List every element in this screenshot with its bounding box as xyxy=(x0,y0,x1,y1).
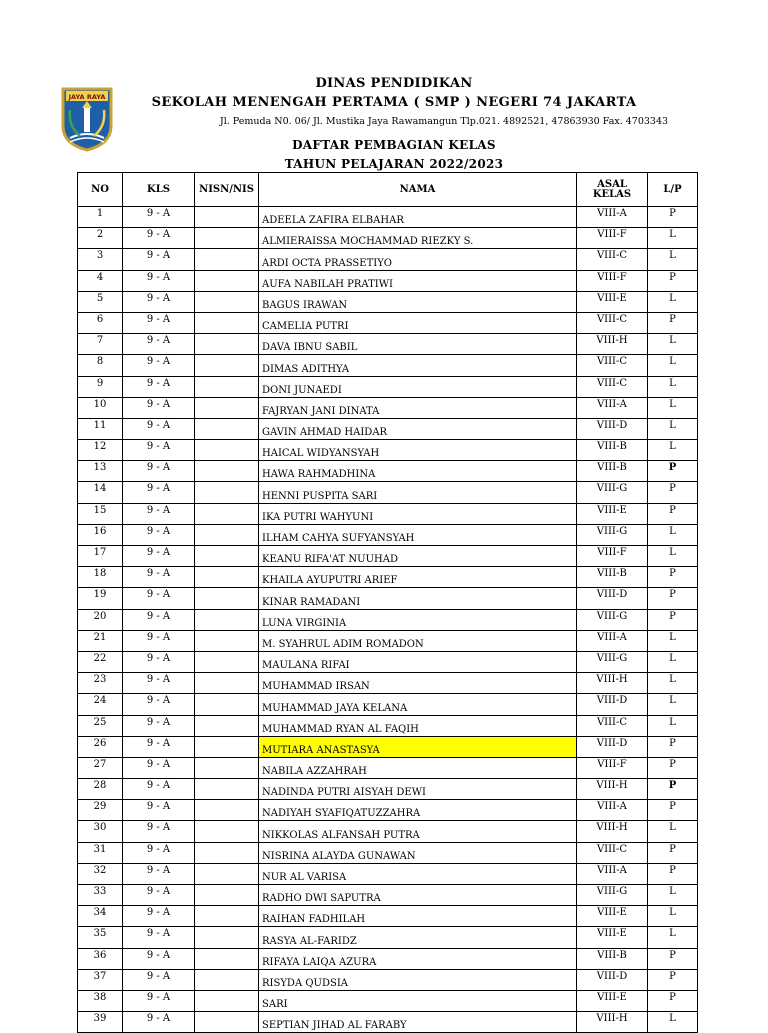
cell-lp: P xyxy=(648,503,698,524)
cell-nisn xyxy=(195,694,259,715)
cell-no: 34 xyxy=(78,906,123,927)
table-row xyxy=(78,927,698,948)
cell-nisn xyxy=(195,673,259,694)
cell-lp: L xyxy=(648,546,698,567)
cell-kls: 9 - A xyxy=(123,291,195,312)
cell-nama: CAMELIA PUTRI xyxy=(259,312,577,333)
header-school-name: SEKOLAH MENENGAH PERTAMA ( SMP ) NEGERI 74 JAKARTA xyxy=(151,95,637,110)
cell-lp: P xyxy=(648,757,698,778)
cell-lp: P xyxy=(648,609,698,630)
cell-lp: L xyxy=(648,673,698,694)
table-row xyxy=(78,715,698,736)
cell-nisn xyxy=(195,715,259,736)
cell-nisn xyxy=(195,503,259,524)
cell-kls: 9 - A xyxy=(123,821,195,842)
cell-kls: 9 - A xyxy=(123,397,195,418)
cell-no: 13 xyxy=(78,461,123,482)
cell-lp: L xyxy=(648,334,698,355)
table-row xyxy=(78,736,698,757)
cell-no: 27 xyxy=(78,757,123,778)
cell-lp: L xyxy=(648,418,698,439)
document-subtitle: TAHUN PELAJARAN 2022/2023 xyxy=(284,157,504,171)
cell-kls: 9 - A xyxy=(123,355,195,376)
cell-nama: AUFA NABILAH PRATIWI xyxy=(259,270,577,291)
cell-nama: NUR AL VARISA xyxy=(259,863,577,884)
cell-asal-kelas: VIII-A xyxy=(577,863,648,884)
class-assignment-table xyxy=(77,172,698,1033)
cell-nama: ADEELA ZAFIRA ELBAHAR xyxy=(259,207,577,228)
cell-asal-kelas: VIII-B xyxy=(577,567,648,588)
cell-nama: SEPTIAN JIHAD AL FARABY xyxy=(259,1012,577,1033)
cell-nisn xyxy=(195,800,259,821)
cell-asal-kelas: VIII-C xyxy=(577,715,648,736)
cell-nama: RISYDA QUDSIA xyxy=(259,969,577,990)
cell-nama: GAVIN AHMAD HAIDAR xyxy=(259,418,577,439)
cell-kls: 9 - A xyxy=(123,588,195,609)
cell-nama: ALMIERAISSA MOCHAMMAD RIEZKY S. xyxy=(259,228,577,249)
cell-asal-kelas: VIII-E xyxy=(577,927,648,948)
cell-kls: 9 - A xyxy=(123,779,195,800)
col-header-no: NO xyxy=(78,173,123,207)
col-header-lp: L/P xyxy=(648,173,698,207)
cell-nama: RASYA AL-FARIDZ xyxy=(259,927,577,948)
table-row xyxy=(78,1012,698,1033)
table-row xyxy=(78,207,698,228)
cell-kls: 9 - A xyxy=(123,609,195,630)
cell-lp: L xyxy=(648,927,698,948)
cell-kls: 9 - A xyxy=(123,482,195,503)
cell-nama: KINAR RAMADANI xyxy=(259,588,577,609)
cell-nama: HAICAL WIDYANSYAH xyxy=(259,440,577,461)
table-row xyxy=(78,418,698,439)
cell-nisn xyxy=(195,440,259,461)
cell-no: 6 xyxy=(78,312,123,333)
table-row xyxy=(78,885,698,906)
cell-asal-kelas: VIII-D xyxy=(577,588,648,609)
cell-asal-kelas: VIII-E xyxy=(577,906,648,927)
cell-kls: 9 - A xyxy=(123,736,195,757)
cell-nama: SARI xyxy=(259,990,577,1011)
cell-nisn xyxy=(195,588,259,609)
cell-lp: P xyxy=(648,990,698,1011)
cell-lp: P xyxy=(648,779,698,800)
cell-kls: 9 - A xyxy=(123,948,195,969)
cell-no: 5 xyxy=(78,291,123,312)
cell-asal-kelas: VIII-C xyxy=(577,355,648,376)
cell-nisn xyxy=(195,948,259,969)
cell-lp: L xyxy=(648,630,698,651)
cell-nama: HENNI PUSPITA SARI xyxy=(259,482,577,503)
cell-lp: L xyxy=(648,885,698,906)
cell-nisn xyxy=(195,355,259,376)
cell-asal-kelas: VIII-A xyxy=(577,630,648,651)
cell-lp: P xyxy=(648,842,698,863)
cell-nama: NADIYAH SYAFIQATUZZAHRA xyxy=(259,800,577,821)
cell-kls: 9 - A xyxy=(123,651,195,672)
cell-nama: RAIHAN FADHILAH xyxy=(259,906,577,927)
cell-nama: KHAILA AYUPUTRI ARIEF xyxy=(259,567,577,588)
cell-kls: 9 - A xyxy=(123,885,195,906)
cell-lp: L xyxy=(648,821,698,842)
cell-no: 9 xyxy=(78,376,123,397)
cell-nisn xyxy=(195,334,259,355)
table-row xyxy=(78,651,698,672)
cell-nisn xyxy=(195,885,259,906)
cell-lp: L xyxy=(648,694,698,715)
table-row xyxy=(78,906,698,927)
cell-nisn xyxy=(195,397,259,418)
cell-lp: P xyxy=(648,207,698,228)
cell-lp: L xyxy=(648,906,698,927)
table-row xyxy=(78,800,698,821)
cell-nama: IKA PUTRI WAHYUNI xyxy=(259,503,577,524)
cell-kls: 9 - A xyxy=(123,546,195,567)
cell-kls: 9 - A xyxy=(123,969,195,990)
table-row xyxy=(78,842,698,863)
table-row xyxy=(78,249,698,270)
cell-nama: DAVA IBNU SABIL xyxy=(259,334,577,355)
cell-no: 39 xyxy=(78,1012,123,1033)
cell-nisn xyxy=(195,757,259,778)
cell-lp: P xyxy=(648,461,698,482)
cell-no: 36 xyxy=(78,948,123,969)
cell-nama: NABILA AZZAHRAH xyxy=(259,757,577,778)
cell-kls: 9 - A xyxy=(123,334,195,355)
table-row xyxy=(78,609,698,630)
cell-nama: FAJRYAN JANI DINATA xyxy=(259,397,577,418)
cell-lp: P xyxy=(648,588,698,609)
cell-kls: 9 - A xyxy=(123,800,195,821)
cell-nama: MUTIARA ANASTASYA xyxy=(259,736,577,757)
cell-asal-kelas: VIII-A xyxy=(577,800,648,821)
cell-nama: HAWA RAHMADHINA xyxy=(259,461,577,482)
svg-text:JAYA RAYA: JAYA RAYA xyxy=(68,93,106,101)
cell-nisn xyxy=(195,270,259,291)
cell-asal-kelas: VIII-E xyxy=(577,990,648,1011)
cell-nisn xyxy=(195,312,259,333)
table-row xyxy=(78,588,698,609)
cell-no: 12 xyxy=(78,440,123,461)
cell-nisn xyxy=(195,524,259,545)
cell-nama: NADINDA PUTRI AISYAH DEWI xyxy=(259,779,577,800)
cell-nisn xyxy=(195,842,259,863)
cell-asal-kelas: VIII-E xyxy=(577,503,648,524)
cell-no: 14 xyxy=(78,482,123,503)
cell-nisn xyxy=(195,249,259,270)
cell-nisn xyxy=(195,736,259,757)
cell-nisn xyxy=(195,906,259,927)
cell-no: 1 xyxy=(78,207,123,228)
header-agency: DINAS PENDIDIKAN xyxy=(315,76,473,91)
cell-nisn xyxy=(195,376,259,397)
col-header-kls: KLS xyxy=(123,173,195,207)
cell-nisn xyxy=(195,990,259,1011)
cell-asal-kelas: VIII-F xyxy=(577,757,648,778)
cell-nama: MAULANA RIFAI xyxy=(259,651,577,672)
cell-kls: 9 - A xyxy=(123,567,195,588)
cell-no: 10 xyxy=(78,397,123,418)
cell-kls: 9 - A xyxy=(123,503,195,524)
cell-no: 37 xyxy=(78,969,123,990)
cell-lp: L xyxy=(648,249,698,270)
cell-lp: P xyxy=(648,948,698,969)
cell-no: 25 xyxy=(78,715,123,736)
table-row xyxy=(78,630,698,651)
cell-nisn xyxy=(195,630,259,651)
cell-no: 31 xyxy=(78,842,123,863)
table-row xyxy=(78,228,698,249)
cell-asal-kelas: VIII-B xyxy=(577,461,648,482)
table-row xyxy=(78,969,698,990)
table-row xyxy=(78,503,698,524)
cell-kls: 9 - A xyxy=(123,440,195,461)
cell-kls: 9 - A xyxy=(123,694,195,715)
cell-nama: KEANU RIFA'AT NUUHAD xyxy=(259,546,577,567)
cell-nama: RADHO DWI SAPUTRA xyxy=(259,885,577,906)
table-row xyxy=(78,461,698,482)
cell-kls: 9 - A xyxy=(123,249,195,270)
cell-asal-kelas: VIII-C xyxy=(577,249,648,270)
cell-kls: 9 - A xyxy=(123,228,195,249)
table-row xyxy=(78,757,698,778)
cell-asal-kelas: VIII-G xyxy=(577,609,648,630)
cell-kls: 9 - A xyxy=(123,842,195,863)
cell-lp: P xyxy=(648,270,698,291)
cell-nama: NIKKOLAS ALFANSAH PUTRA xyxy=(259,821,577,842)
table-row xyxy=(78,821,698,842)
cell-lp: L xyxy=(648,1012,698,1033)
table-row xyxy=(78,355,698,376)
cell-asal-kelas: VIII-F xyxy=(577,546,648,567)
table-header-row xyxy=(78,173,698,207)
cell-nisn xyxy=(195,821,259,842)
cell-no: 4 xyxy=(78,270,123,291)
cell-no: 7 xyxy=(78,334,123,355)
table-row xyxy=(78,779,698,800)
cell-asal-kelas: VIII-E xyxy=(577,291,648,312)
cell-no: 15 xyxy=(78,503,123,524)
cell-asal-kelas: VIII-H xyxy=(577,1012,648,1033)
cell-nisn xyxy=(195,863,259,884)
cell-asal-kelas: VIII-G xyxy=(577,651,648,672)
cell-no: 18 xyxy=(78,567,123,588)
cell-lp: L xyxy=(648,524,698,545)
cell-nama: DIMAS ADITHYA xyxy=(259,355,577,376)
cell-nama: ARDI OCTA PRASSETIYO xyxy=(259,249,577,270)
cell-kls: 9 - A xyxy=(123,376,195,397)
table-row xyxy=(78,397,698,418)
cell-no: 20 xyxy=(78,609,123,630)
cell-lp: L xyxy=(648,715,698,736)
cell-kls: 9 - A xyxy=(123,207,195,228)
cell-asal-kelas: VIII-B xyxy=(577,440,648,461)
cell-no: 26 xyxy=(78,736,123,757)
cell-no: 23 xyxy=(78,673,123,694)
cell-no: 16 xyxy=(78,524,123,545)
cell-asal-kelas: VIII-D xyxy=(577,418,648,439)
table-row xyxy=(78,546,698,567)
cell-lp: P xyxy=(648,312,698,333)
cell-nisn xyxy=(195,779,259,800)
cell-asal-kelas: VIII-D xyxy=(577,736,648,757)
cell-kls: 9 - A xyxy=(123,630,195,651)
cell-lp: P xyxy=(648,863,698,884)
cell-nisn xyxy=(195,461,259,482)
table-row xyxy=(78,312,698,333)
cell-lp: L xyxy=(648,376,698,397)
cell-asal-kelas: VIII-G xyxy=(577,885,648,906)
cell-no: 35 xyxy=(78,927,123,948)
cell-nama: MUHAMMAD IRSAN xyxy=(259,673,577,694)
cell-asal-kelas: VIII-C xyxy=(577,842,648,863)
cell-kls: 9 - A xyxy=(123,1012,195,1033)
cell-asal-kelas: VIII-H xyxy=(577,334,648,355)
cell-nisn xyxy=(195,567,259,588)
cell-asal-kelas: VIII-A xyxy=(577,207,648,228)
header-address: Jl. Pemuda N0. 06/ Jl. Mustika Jaya Rawamangun Tlp.021. 4892521, 47863930 Fax. 4703343 xyxy=(219,116,669,127)
cell-nama: DONI JUNAEDI xyxy=(259,376,577,397)
cell-no: 3 xyxy=(78,249,123,270)
cell-asal-kelas: VIII-F xyxy=(577,228,648,249)
cell-nama: NISRINA ALAYDA GUNAWAN xyxy=(259,842,577,863)
cell-nisn xyxy=(195,969,259,990)
cell-nisn xyxy=(195,609,259,630)
col-header-nisn: NISN/NIS xyxy=(195,173,259,207)
cell-asal-kelas: VIII-A xyxy=(577,397,648,418)
cell-no: 19 xyxy=(78,588,123,609)
cell-nama: MUHAMMAD JAYA KELANA xyxy=(259,694,577,715)
cell-lp: P xyxy=(648,736,698,757)
cell-nisn xyxy=(195,228,259,249)
table-row xyxy=(78,376,698,397)
table-row xyxy=(78,334,698,355)
table-row xyxy=(78,990,698,1011)
cell-nama: ILHAM CAHYA SUFYANSYAH xyxy=(259,524,577,545)
document-title: DAFTAR PEMBAGIAN KELAS xyxy=(292,138,496,152)
cell-nisn xyxy=(195,482,259,503)
cell-kls: 9 - A xyxy=(123,673,195,694)
cell-nisn xyxy=(195,418,259,439)
cell-no: 17 xyxy=(78,546,123,567)
cell-no: 29 xyxy=(78,800,123,821)
cell-lp: P xyxy=(648,969,698,990)
cell-lp: L xyxy=(648,397,698,418)
col-header-nama: NAMA xyxy=(259,173,577,207)
cell-asal-kelas: VIII-C xyxy=(577,376,648,397)
table-row xyxy=(78,440,698,461)
cell-no: 32 xyxy=(78,863,123,884)
cell-no: 21 xyxy=(78,630,123,651)
cell-no: 28 xyxy=(78,779,123,800)
cell-nama: BAGUS IRAWAN xyxy=(259,291,577,312)
cell-kls: 9 - A xyxy=(123,927,195,948)
cell-asal-kelas: VIII-G xyxy=(577,482,648,503)
cell-kls: 9 - A xyxy=(123,418,195,439)
cell-nama: RIFAYA LAIQA AZURA xyxy=(259,948,577,969)
table-row xyxy=(78,291,698,312)
cell-kls: 9 - A xyxy=(123,270,195,291)
cell-no: 2 xyxy=(78,228,123,249)
cell-no: 33 xyxy=(78,885,123,906)
cell-no: 22 xyxy=(78,651,123,672)
cell-asal-kelas: VIII-G xyxy=(577,524,648,545)
cell-asal-kelas: VIII-D xyxy=(577,694,648,715)
cell-asal-kelas: VIII-F xyxy=(577,270,648,291)
cell-no: 24 xyxy=(78,694,123,715)
table-row xyxy=(78,482,698,503)
cell-nama: MUHAMMAD RYAN AL FAQIH xyxy=(259,715,577,736)
cell-nisn xyxy=(195,1012,259,1033)
cell-no: 11 xyxy=(78,418,123,439)
cell-nama: LUNA VIRGINIA xyxy=(259,609,577,630)
col-header-asal-kelas: ASAL KELAS xyxy=(577,173,648,207)
cell-kls: 9 - A xyxy=(123,906,195,927)
cell-kls: 9 - A xyxy=(123,990,195,1011)
cell-lp: P xyxy=(648,482,698,503)
cell-asal-kelas: VIII-H xyxy=(577,779,648,800)
cell-nisn xyxy=(195,927,259,948)
table-row xyxy=(78,863,698,884)
cell-lp: L xyxy=(648,651,698,672)
cell-nisn xyxy=(195,546,259,567)
cell-kls: 9 - A xyxy=(123,715,195,736)
cell-no: 38 xyxy=(78,990,123,1011)
cell-kls: 9 - A xyxy=(123,461,195,482)
table-row xyxy=(78,270,698,291)
cell-no: 30 xyxy=(78,821,123,842)
cell-lp: L xyxy=(648,228,698,249)
cell-no: 8 xyxy=(78,355,123,376)
table-row xyxy=(78,567,698,588)
cell-kls: 9 - A xyxy=(123,757,195,778)
cell-nisn xyxy=(195,207,259,228)
cell-kls: 9 - A xyxy=(123,524,195,545)
cell-nisn xyxy=(195,291,259,312)
cell-asal-kelas: VIII-B xyxy=(577,948,648,969)
cell-kls: 9 - A xyxy=(123,312,195,333)
cell-kls: 9 - A xyxy=(123,863,195,884)
cell-lp: L xyxy=(648,355,698,376)
cell-asal-kelas: VIII-H xyxy=(577,821,648,842)
table-row xyxy=(78,673,698,694)
cell-asal-kelas: VIII-H xyxy=(577,673,648,694)
table-row xyxy=(78,694,698,715)
table-row xyxy=(78,948,698,969)
cell-lp: L xyxy=(648,440,698,461)
cell-lp: P xyxy=(648,800,698,821)
table-row xyxy=(78,524,698,545)
cell-lp: P xyxy=(648,567,698,588)
cell-nama: M. SYAHRUL ADIM ROMADON xyxy=(259,630,577,651)
cell-asal-kelas: VIII-C xyxy=(577,312,648,333)
cell-asal-kelas: VIII-D xyxy=(577,969,648,990)
cell-nisn xyxy=(195,651,259,672)
cell-lp: L xyxy=(648,291,698,312)
